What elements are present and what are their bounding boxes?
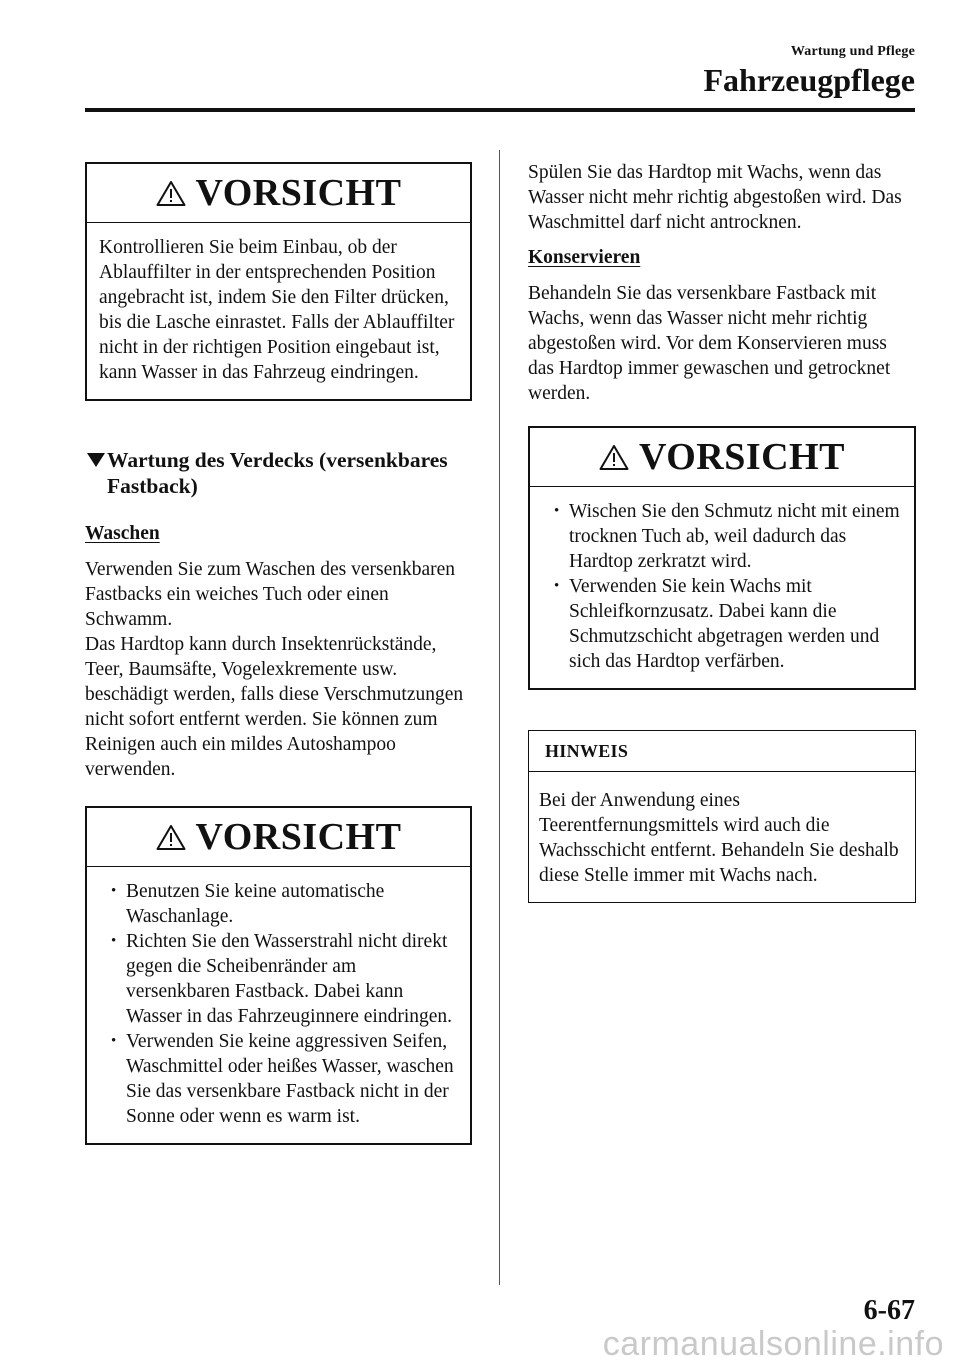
caution-list-body xyxy=(87,867,470,1143)
list-item: • Benutzen Sie keine automatische Waschanlage. xyxy=(99,879,458,929)
warning-triangle-icon xyxy=(156,180,186,207)
list-item: • Wischen Sie den Schmutz nicht mit einem trocknen Tuch ab, weil dadurch das Hardtop zerkratzt wird. xyxy=(542,499,902,574)
caution-list-body xyxy=(530,487,914,688)
header-rule xyxy=(85,108,915,112)
page-number: 6-67 xyxy=(863,1295,915,1326)
caution-title: VORSICHT xyxy=(195,816,402,858)
caution-box-washing xyxy=(85,806,472,1145)
caution-list xyxy=(99,879,458,1129)
note-title: HINWEIS xyxy=(529,731,915,772)
subheading-konservieren: Konservieren xyxy=(528,247,641,268)
left-column xyxy=(85,162,472,1145)
caution-header xyxy=(87,808,470,867)
paragraph-conserving: Behandeln Sie das versenkbare Fastback mit Wachs, wenn das Wasser nicht mehr richtig abgestoßen wird. Vor dem Konservieren muss das Hardtop immer gewaschen und getrocknet werden. xyxy=(528,283,891,404)
list-item: • Verwenden Sie keine aggressiven Seifen, Waschmittel oder heißes Wasser, waschen Sie das versenkbare Fastback nicht in der Sonne oder wenn es warm ist. xyxy=(99,1029,458,1129)
paragraph-contamination: Das Hardtop kann durch Insektenrückstände, Teer, Baumsäfte, Vogelexkremente usw. beschädigt werden, falls diese Verschmutzungen nicht sofort entfernt werden. Sie können zum Reinigen auch ein mildes Autoshampoo verwenden. xyxy=(85,634,464,780)
column-divider xyxy=(499,150,500,1285)
caution-text: Kontrollieren Sie beim Einbau, ob der Ablauffilter in der entsprechenden Position angebracht ist, indem Sie den Filter drücken, bis die Lasche einrastet. Falls der Ablauffilter nicht in der richtigen Position eingebaut ist, kann Wasser in das Fahrzeug eindringen. xyxy=(99,237,455,383)
watermark: carmanualsonline.info xyxy=(602,1325,944,1363)
caution-title: VORSICHT xyxy=(639,436,845,478)
warning-triangle-icon xyxy=(599,444,629,471)
note-box xyxy=(528,730,916,903)
list-item: • Richten Sie den Wasserstrahl nicht direkt gegen die Scheibenränder am versenkbaren Fastback. Dabei kann Wasser in das Fahrzeuginnere eindringen. xyxy=(99,929,458,1029)
subheading-waschen: Waschen xyxy=(85,523,160,544)
caution-list xyxy=(542,499,902,674)
note-text: Bei der Anwendung eines Teerentfernungsmittels wird auch die Wachsschicht entfernt. Behandeln Sie deshalb diese Stelle immer mit Wachs nach. xyxy=(539,790,899,886)
list-item: • Verwenden Sie kein Wachs mit Schleifkornzusatz. Dabei kann die Schmutzschicht abgetragen werden und sich das Hardtop verfärben. xyxy=(542,574,902,674)
caution-header xyxy=(530,428,914,487)
caution-title: VORSICHT xyxy=(195,172,402,214)
caution-header xyxy=(87,164,470,223)
header-section-label: Wartung und Pflege xyxy=(790,44,915,59)
section-heading-text: Wartung des Verdecks (versenkbares Fastback) xyxy=(107,448,448,498)
right-column xyxy=(528,160,916,903)
warning-triangle-icon xyxy=(156,824,186,851)
section-heading xyxy=(85,447,472,499)
paragraph-washing-tools: Verwenden Sie zum Waschen des versenkbaren Fastbacks ein weiches Tuch oder einen Schwamm. xyxy=(85,559,456,630)
header-page-title: Fahrzeugpflege xyxy=(703,62,915,98)
caution-box-wax xyxy=(528,426,916,690)
down-triangle-bullet-icon xyxy=(85,452,107,468)
caution-box-filter xyxy=(85,162,472,401)
paragraph-rinse: Spülen Sie das Hardtop mit Wachs, wenn das Wasser nicht mehr richtig abgestoßen wird. Das Waschmittel darf nicht antrocknen. xyxy=(528,162,902,233)
